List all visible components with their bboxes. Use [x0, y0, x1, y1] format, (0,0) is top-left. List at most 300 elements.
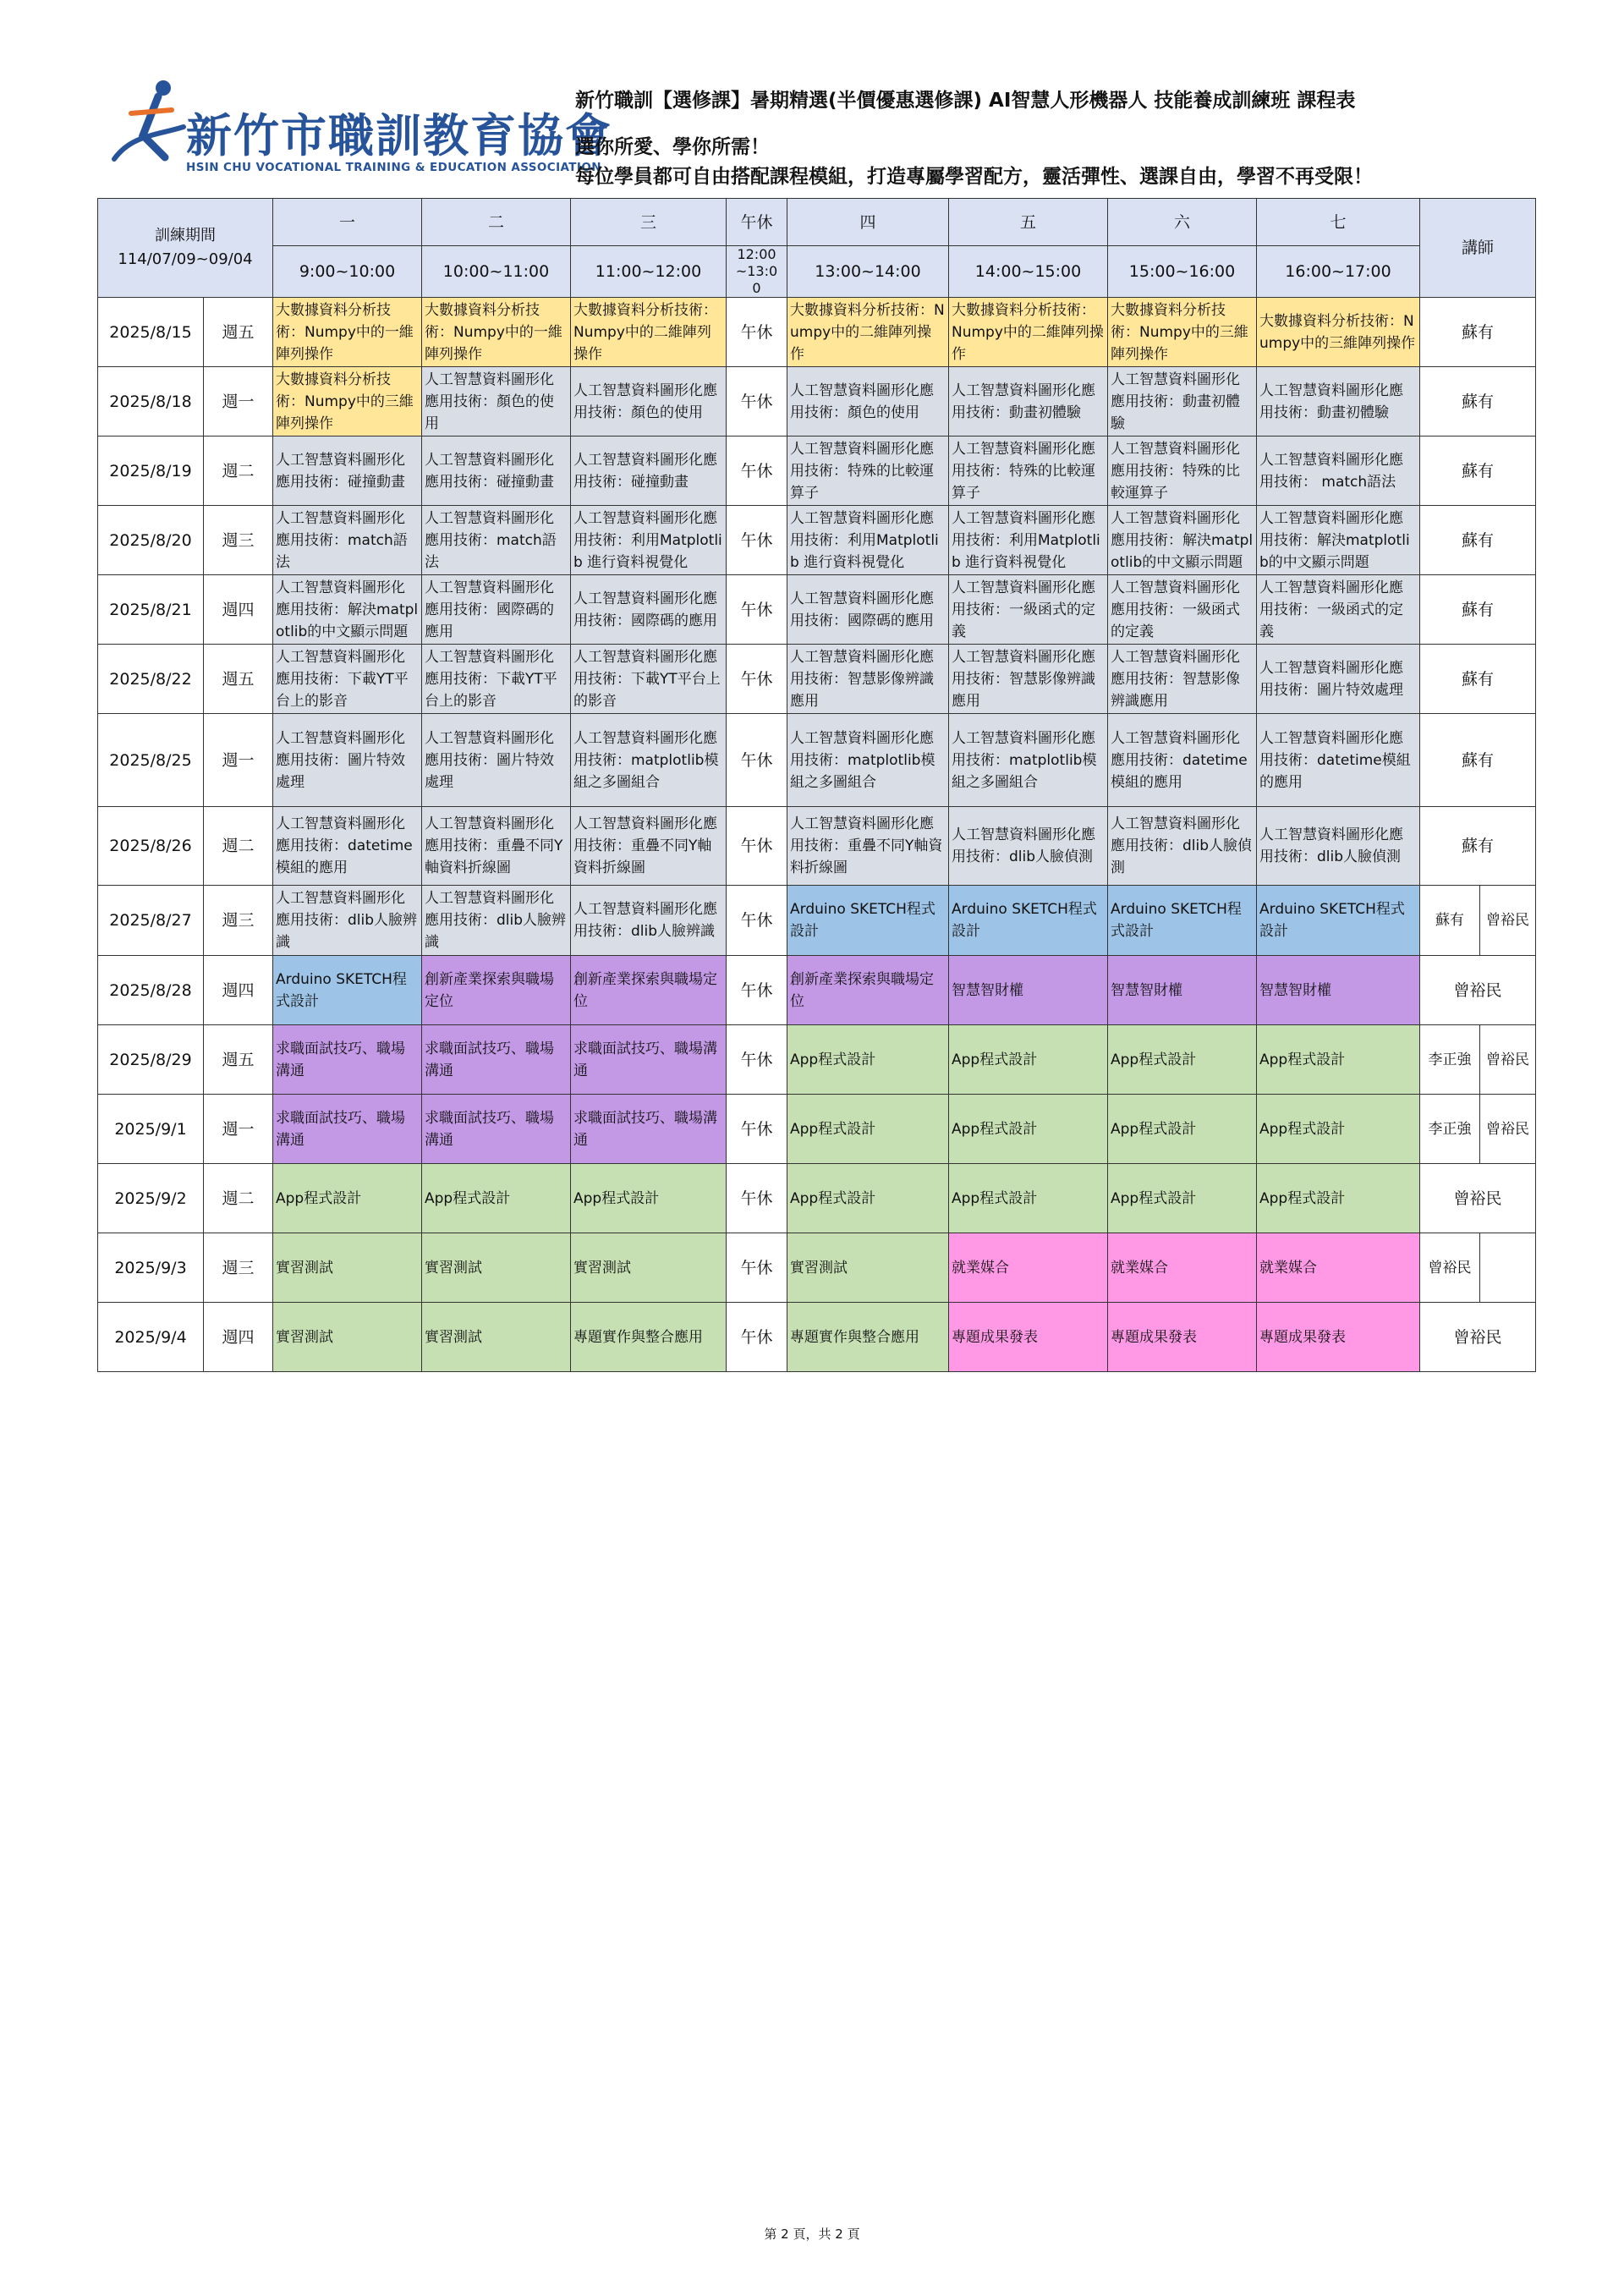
- course-name: 專題實作與整合應用: [573, 1328, 703, 1346]
- course-name: 大數據資料分析技術：Numpy中的二維陣列操作: [573, 301, 717, 363]
- course-cell: [422, 1164, 571, 1233]
- course-name: 人工智慧資料圖形化應用技術：重疊不同Y軸資料折線圖: [425, 815, 563, 876]
- row-weekday: 週一: [204, 714, 273, 807]
- logo: [106, 76, 612, 186]
- teacher-cell: 李正強: [1420, 1025, 1480, 1095]
- page-footer: 第 2 頁，共 2 頁: [764, 2226, 860, 2242]
- row-weekday: 週三: [204, 1233, 273, 1303]
- course-cell: [273, 1025, 422, 1095]
- course-cell: [273, 506, 422, 575]
- course-name: 專題成果發表: [1259, 1328, 1346, 1346]
- course-cell: [787, 1095, 949, 1164]
- course-cell: [787, 1233, 949, 1303]
- schedule-table: [97, 198, 1536, 1372]
- course-name: App程式設計: [952, 1120, 1038, 1138]
- course-name: App程式設計: [1111, 1189, 1197, 1207]
- course-name: 專題成果發表: [1111, 1328, 1197, 1346]
- schedule-body: [98, 298, 1536, 1372]
- row-weekday: 週五: [204, 298, 273, 367]
- course-name: 人工智慧資料圖形化應用技術：利用Matplotlib 進行資料視覺化: [790, 509, 939, 571]
- course-cell: [571, 1233, 727, 1303]
- course-cell: [273, 575, 422, 645]
- course-cell: [422, 367, 571, 436]
- course-cell: [1108, 886, 1257, 956]
- teacher-header: 講師: [1420, 199, 1536, 298]
- course-cell: [1257, 506, 1420, 575]
- course-name: App程式設計: [573, 1189, 660, 1207]
- course-cell: [1108, 298, 1257, 367]
- lunch-break-cell: 午休: [727, 298, 787, 367]
- row-date: 2025/8/27: [98, 886, 204, 956]
- row-date: 2025/9/4: [98, 1303, 204, 1372]
- lunch-break-cell: 午休: [727, 436, 787, 506]
- schedule-row: [98, 506, 1536, 575]
- course-cell: [1257, 886, 1420, 956]
- course-name: 智慧智財權: [952, 981, 1023, 999]
- course-cell: [273, 714, 422, 807]
- course-name: Arduino SKETCH程式設計: [1111, 901, 1242, 940]
- course-cell: [571, 714, 727, 807]
- row-weekday: 週一: [204, 367, 273, 436]
- course-cell: [571, 1164, 727, 1233]
- course-cell: [1257, 298, 1420, 367]
- course-name: App程式設計: [425, 1189, 511, 1207]
- course-name: 實習測試: [425, 1328, 482, 1346]
- course-cell: [1108, 1233, 1257, 1303]
- course-cell: [571, 436, 727, 506]
- course-name: 人工智慧資料圖形化應用技術：特殊的比較運算子: [790, 440, 934, 502]
- lunch-break-cell: 午休: [727, 575, 787, 645]
- row-weekday: 週四: [204, 575, 273, 645]
- course-name: 人工智慧資料圖形化應用技術：圖片特效處理: [425, 729, 554, 791]
- course-name: 人工智慧資料圖形化應用技術：matplotlib模組之多圖組合: [952, 729, 1097, 791]
- lunch-break-cell: 午休: [727, 956, 787, 1025]
- course-name: 求職面試技巧、職場溝通: [276, 1040, 405, 1079]
- course-name: 人工智慧資料圖形化應用技術：datetime模組的應用: [276, 815, 413, 876]
- course-cell: [422, 1095, 571, 1164]
- course-name: 就業媒合: [1259, 1259, 1317, 1277]
- course-cell: [422, 807, 571, 886]
- lunch-break-cell: 午休: [727, 1303, 787, 1372]
- schedule-row: [98, 1233, 1536, 1303]
- course-cell: [273, 1303, 422, 1372]
- lunch-break-cell: 午休: [727, 1164, 787, 1233]
- lunch-break-cell: 午休: [727, 1095, 787, 1164]
- row-weekday: 週二: [204, 436, 273, 506]
- course-cell: [422, 886, 571, 956]
- course-cell: [571, 956, 727, 1025]
- course-cell: [949, 886, 1108, 956]
- course-cell: [1257, 714, 1420, 807]
- course-name: 人工智慧資料圖形化應用技術：解決matplotlib的中文顯示問題: [276, 579, 419, 640]
- course-name: 人工智慧資料圖形化應用技術：智慧影像辨識應用: [790, 648, 934, 710]
- teacher-cell: 蘇有: [1420, 886, 1480, 956]
- course-name: 實習測試: [276, 1259, 333, 1277]
- course-name: 人工智慧資料圖形化應用技術：利用Matplotlib 進行資料視覺化: [952, 509, 1100, 571]
- course-cell: [949, 367, 1108, 436]
- course-name: 人工智慧資料圖形化應用技術：match語法: [276, 509, 408, 571]
- course-cell: [1108, 436, 1257, 506]
- schedule-row: [98, 956, 1536, 1025]
- course-cell: [422, 575, 571, 645]
- course-cell: [1257, 1303, 1420, 1372]
- course-cell: [1108, 1025, 1257, 1095]
- logo-figure-icon: [106, 76, 190, 186]
- schedule-header: [98, 199, 1536, 298]
- course-name: 求職面試技巧、職場溝通: [425, 1040, 554, 1079]
- schedule-row: [98, 1025, 1536, 1095]
- course-name: 就業媒合: [1111, 1259, 1168, 1277]
- course-name: 創新產業探索與職場定位: [425, 970, 554, 1010]
- course-cell: [422, 506, 571, 575]
- course-cell: [273, 645, 422, 714]
- course-name: 大數據資料分析技術：Numpy中的三維陣列操作: [1111, 301, 1248, 363]
- course-name: App程式設計: [1259, 1051, 1346, 1068]
- course-cell: [949, 1164, 1108, 1233]
- period-number-7: 七: [1257, 199, 1420, 246]
- course-cell: [422, 645, 571, 714]
- course-cell: [1108, 956, 1257, 1025]
- teacher-cell: 曾裕民: [1480, 1095, 1536, 1164]
- course-name: 人工智慧資料圖形化應用技術：matplotlib模組之多圖組合: [573, 729, 719, 791]
- course-name: Arduino SKETCH程式設計: [790, 901, 935, 940]
- course-cell: [949, 645, 1108, 714]
- course-cell: [422, 1025, 571, 1095]
- course-cell: [273, 956, 422, 1025]
- course-name: 人工智慧資料圖形化應用技術：dlib人臉辨識: [573, 901, 717, 940]
- course-name: 人工智慧資料圖形化應用技術：利用Matplotlib 進行資料視覺化: [573, 509, 722, 571]
- course-cell: [1108, 807, 1257, 886]
- course-name: 求職面試技巧、職場溝通: [573, 1040, 717, 1079]
- course-name: 就業媒合: [952, 1259, 1009, 1277]
- course-cell: [571, 1025, 727, 1095]
- course-cell: [273, 367, 422, 436]
- schedule-row: [98, 1164, 1536, 1233]
- course-name: 人工智慧資料圖形化應用技術：解決matplotlib的中文顯示問題: [1259, 509, 1410, 571]
- course-name: 人工智慧資料圖形化應用技術：國際碼的應用: [573, 590, 717, 629]
- course-name: App程式設計: [952, 1189, 1038, 1207]
- lunch-break-cell: 午休: [727, 714, 787, 807]
- time-slot-7: 16:00~17:00: [1257, 246, 1420, 298]
- lunch-break-cell: 午休: [727, 1025, 787, 1095]
- course-name: 求職面試技巧、職場溝通: [276, 1109, 405, 1149]
- schedule-row: [98, 714, 1536, 807]
- row-date: 2025/8/25: [98, 714, 204, 807]
- period-number-2: 二: [422, 199, 571, 246]
- row-weekday: 週五: [204, 1025, 273, 1095]
- course-cell: [787, 436, 949, 506]
- course-name: App程式設計: [1259, 1189, 1346, 1207]
- row-weekday: 週三: [204, 886, 273, 956]
- lunch-break-cell: 午休: [727, 645, 787, 714]
- logo-subtext: HSIN CHU VOCATIONAL TRAINING & EDUCATION ASSOCIATION: [186, 161, 601, 174]
- course-name: App程式設計: [790, 1189, 876, 1207]
- course-name: 人工智慧資料圖形化應用技術：顏色的使用: [425, 371, 554, 432]
- course-cell: [1257, 1025, 1420, 1095]
- course-cell: [422, 1233, 571, 1303]
- page-header: [97, 68, 1552, 195]
- time-slot-4: 13:00~14:00: [787, 246, 949, 298]
- course-name: 人工智慧資料圖形化應用技術：一級函式的定義: [1259, 579, 1403, 640]
- course-cell: [1108, 506, 1257, 575]
- row-weekday: 週四: [204, 956, 273, 1025]
- course-cell: [787, 807, 949, 886]
- course-name: App程式設計: [1259, 1120, 1346, 1138]
- period-range: 114/07/09~09/04: [118, 250, 253, 268]
- row-date: 2025/8/21: [98, 575, 204, 645]
- course-name: 實習測試: [276, 1328, 333, 1346]
- course-cell: [1108, 714, 1257, 807]
- course-name: 實習測試: [573, 1259, 631, 1277]
- course-cell: [273, 1233, 422, 1303]
- course-name: 實習測試: [790, 1259, 848, 1277]
- row-date: 2025/8/20: [98, 506, 204, 575]
- course-cell: [422, 298, 571, 367]
- course-cell: [273, 1164, 422, 1233]
- course-name: App程式設計: [790, 1051, 876, 1068]
- course-name: 人工智慧資料圖形化應用技術：一級函式的定義: [952, 579, 1095, 640]
- course-name: 人工智慧資料圖形化應用技術：動畫初體驗: [952, 382, 1095, 421]
- course-name: 人工智慧資料圖形化應用技術：顏色的使用: [573, 382, 717, 421]
- course-name: 人工智慧資料圖形化應用技術：dlib人臉辨識: [276, 890, 418, 951]
- course-cell: [422, 956, 571, 1025]
- course-cell: [1257, 1095, 1420, 1164]
- course-name: 人工智慧資料圖形化應用技術：dlib人臉偵測: [1111, 815, 1253, 876]
- course-cell: [787, 956, 949, 1025]
- course-name: 實習測試: [425, 1259, 482, 1277]
- course-cell: [787, 1164, 949, 1233]
- course-name: 人工智慧資料圖形化應用技術：下載YT平台上的影音: [573, 648, 721, 710]
- row-date: 2025/9/2: [98, 1164, 204, 1233]
- teacher-cell: 曾裕民: [1420, 1303, 1536, 1372]
- row-date: 2025/8/29: [98, 1025, 204, 1095]
- course-cell: [422, 1303, 571, 1372]
- course-name: 智慧智財權: [1111, 981, 1182, 999]
- course-cell: [571, 1095, 727, 1164]
- row-weekday: 週二: [204, 1164, 273, 1233]
- course-name: 專題成果發表: [952, 1328, 1038, 1346]
- course-cell: [571, 298, 727, 367]
- teacher-cell: 蘇有: [1420, 575, 1536, 645]
- schedule-row: [98, 575, 1536, 645]
- course-name: 求職面試技巧、職場溝通: [425, 1109, 554, 1149]
- course-name: App程式設計: [952, 1051, 1038, 1068]
- teacher-cell: 蘇有: [1420, 506, 1536, 575]
- schedule-row: [98, 886, 1536, 956]
- course-cell: [1257, 575, 1420, 645]
- lunch-break-cell: 午休: [727, 367, 787, 436]
- schedule-row: [98, 807, 1536, 886]
- schedule-row: [98, 298, 1536, 367]
- course-name: 創新產業探索與職場定位: [573, 970, 717, 1010]
- course-name: 人工智慧資料圖形化應用技術：解決matplotlib的中文顯示問題: [1111, 509, 1254, 571]
- course-cell: [787, 1025, 949, 1095]
- course-cell: [787, 714, 949, 807]
- schedule-row: [98, 1095, 1536, 1164]
- course-cell: [571, 367, 727, 436]
- course-cell: [787, 367, 949, 436]
- course-cell: [1257, 1164, 1420, 1233]
- course-name: Arduino SKETCH程式設計: [1259, 901, 1405, 940]
- schedule-row: [98, 1303, 1536, 1372]
- course-name: App程式設計: [1111, 1051, 1197, 1068]
- row-weekday: 週四: [204, 1303, 273, 1372]
- teacher-cell: 曾裕民: [1480, 886, 1536, 956]
- course-cell: [787, 645, 949, 714]
- course-cell: [949, 1025, 1108, 1095]
- course-cell: [787, 298, 949, 367]
- course-name: 人工智慧資料圖形化應用技術：碰撞動畫: [573, 451, 717, 491]
- course-name: 人工智慧資料圖形化應用技術：下載YT平台上的影音: [425, 648, 557, 710]
- course-cell: [1257, 367, 1420, 436]
- course-name: 人工智慧資料圖形化應用技術：dlib人臉偵測: [1259, 826, 1403, 865]
- time-slot-6: 15:00~16:00: [1108, 246, 1257, 298]
- course-cell: [273, 298, 422, 367]
- course-name: Arduino SKETCH程式設計: [952, 901, 1097, 940]
- row-date: 2025/9/1: [98, 1095, 204, 1164]
- row-date: 2025/8/22: [98, 645, 204, 714]
- course-name: 人工智慧資料圖形化應用技術：重疊不同Y軸資料折線圖: [790, 815, 943, 876]
- course-cell: [571, 645, 727, 714]
- course-name: App程式設計: [790, 1120, 876, 1138]
- course-name: 人工智慧資料圖形化應用技術：動畫初體驗: [1111, 371, 1240, 432]
- row-date: 2025/9/3: [98, 1233, 204, 1303]
- teacher-cell: 曾裕民: [1420, 1233, 1480, 1303]
- time-slot-3: 11:00~12:00: [571, 246, 727, 298]
- row-weekday: 週五: [204, 645, 273, 714]
- course-name: 人工智慧資料圖形化應用技術：圖片特效處理: [1259, 659, 1403, 699]
- teacher-cell: 蘇有: [1420, 645, 1536, 714]
- course-name: 人工智慧資料圖形化應用技術： match語法: [1259, 451, 1403, 491]
- period-header: [98, 199, 273, 298]
- teacher-cell: 蘇有: [1420, 714, 1536, 807]
- teacher-cell: 曾裕民: [1480, 1025, 1536, 1095]
- course-cell: [571, 506, 727, 575]
- course-cell: [273, 1095, 422, 1164]
- course-name: Arduino SKETCH程式設計: [276, 970, 407, 1010]
- course-cell: [422, 436, 571, 506]
- course-cell: [571, 575, 727, 645]
- lunch-break-cell: 午休: [727, 1233, 787, 1303]
- course-name: 人工智慧資料圖形化應用技術：動畫初體驗: [1259, 382, 1403, 421]
- lunch-break-cell: 午休: [727, 886, 787, 956]
- time-slot-2: 10:00~11:00: [422, 246, 571, 298]
- course-name: 人工智慧資料圖形化應用技術：重疊不同Y軸資料折線圖: [573, 815, 717, 876]
- course-cell: [571, 1303, 727, 1372]
- course-cell: [571, 886, 727, 956]
- course-cell: [787, 506, 949, 575]
- course-cell: [1257, 645, 1420, 714]
- row-weekday: 週三: [204, 506, 273, 575]
- time-slot-1: 9:00~10:00: [273, 246, 422, 298]
- course-name: 大數據資料分析技術：Numpy中的三維陣列操作: [276, 371, 414, 432]
- row-date: 2025/8/19: [98, 436, 204, 506]
- course-cell: [787, 1303, 949, 1372]
- course-name: 創新產業探索與職場定位: [790, 970, 934, 1010]
- course-name: 求職面試技巧、職場溝通: [573, 1109, 717, 1149]
- schedule-row: [98, 645, 1536, 714]
- course-name: 大數據資料分析技術：Numpy中的一維陣列操作: [276, 301, 414, 363]
- period-label: 訓練期間: [155, 227, 216, 244]
- course-name: 人工智慧資料圖形化應用技術：match語法: [425, 509, 557, 571]
- course-cell: [787, 886, 949, 956]
- course-name: 智慧智財權: [1259, 981, 1331, 999]
- teacher-cell: 曾裕民: [1420, 956, 1536, 1025]
- course-name: 人工智慧資料圖形化應用技術：智慧影像辨識應用: [1111, 648, 1240, 710]
- course-name: 人工智慧資料圖形化應用技術：datetime模組的應用: [1259, 729, 1411, 791]
- period-number-6: 六: [1108, 199, 1257, 246]
- course-name: App程式設計: [1111, 1120, 1197, 1138]
- course-cell: [949, 1233, 1108, 1303]
- course-name: 大數據資料分析技術：Numpy中的三維陣列操作: [1259, 312, 1416, 352]
- lunch-time: 12:00 ~13:0 0: [727, 246, 787, 298]
- course-name: 人工智慧資料圖形化應用技術：特殊的比較運算子: [952, 440, 1095, 502]
- course-name: 專題實作與整合應用: [790, 1328, 919, 1346]
- time-slot-5: 14:00~15:00: [949, 246, 1108, 298]
- course-name: 人工智慧資料圖形化應用技術：碰撞動畫: [276, 451, 405, 491]
- period-number-3: 三: [571, 199, 727, 246]
- course-cell: [949, 436, 1108, 506]
- lunch-header: 午休: [727, 199, 787, 246]
- period-number-4: 四: [787, 199, 949, 246]
- course-name: 人工智慧資料圖形化應用技術：碰撞動畫: [425, 451, 554, 491]
- course-name: 人工智慧資料圖形化應用技術：圖片特效處理: [276, 729, 405, 791]
- course-cell: [949, 714, 1108, 807]
- lunch-break-cell: 午休: [727, 506, 787, 575]
- course-cell: [949, 575, 1108, 645]
- course-cell: [1108, 575, 1257, 645]
- course-name: 大數據資料分析技術：Numpy中的二維陣列操作: [952, 301, 1104, 363]
- schedule-row: [98, 436, 1536, 506]
- course-cell: [949, 807, 1108, 886]
- page-title: 新竹職訓【選修課】暑期精選(半價優惠選修課) AI智慧人形機器人 技能養成訓練班 課程表: [575, 90, 1356, 112]
- teacher-cell: [1480, 1233, 1536, 1303]
- course-cell: [1257, 807, 1420, 886]
- row-date: 2025/8/15: [98, 298, 204, 367]
- course-cell: [949, 298, 1108, 367]
- course-cell: [273, 807, 422, 886]
- slogan-line-2: 每位學員都可自由搭配課程模組，打造專屬學習配方，靈活彈性、選課自由，學習不再受限！: [575, 166, 1373, 188]
- teacher-cell: 蘇有: [1420, 298, 1536, 367]
- lunch-break-cell: 午休: [727, 807, 787, 886]
- row-date: 2025/8/26: [98, 807, 204, 886]
- course-cell: [949, 1095, 1108, 1164]
- course-name: 人工智慧資料圖形化應用技術：一級函式的定義: [1111, 579, 1240, 640]
- slogan-line-1: 選你所愛、學你所需！: [575, 136, 770, 158]
- teacher-cell: 蘇有: [1420, 436, 1536, 506]
- course-name: 人工智慧資料圖形化應用技術：特殊的比較運算子: [1111, 440, 1240, 502]
- course-name: 人工智慧資料圖形化應用技術：下載YT平台上的影音: [276, 648, 409, 710]
- course-name: 人工智慧資料圖形化應用技術：dlib人臉偵測: [952, 826, 1095, 865]
- teacher-cell: 李正強: [1420, 1095, 1480, 1164]
- course-cell: [1257, 436, 1420, 506]
- course-name: 人工智慧資料圖形化應用技術：顏色的使用: [790, 382, 934, 421]
- course-cell: [1257, 956, 1420, 1025]
- course-name: App程式設計: [276, 1189, 362, 1207]
- course-cell: [1108, 645, 1257, 714]
- course-cell: [571, 807, 727, 886]
- course-name: 人工智慧資料圖形化應用技術：datetime模組的應用: [1111, 729, 1248, 791]
- course-name: 大數據資料分析技術：Numpy中的一維陣列操作: [425, 301, 562, 363]
- row-weekday: 週二: [204, 807, 273, 886]
- course-cell: [422, 714, 571, 807]
- course-cell: [273, 436, 422, 506]
- period-number-5: 五: [949, 199, 1108, 246]
- schedule-row: [98, 367, 1536, 436]
- course-name: 人工智慧資料圖形化應用技術：dlib人臉辨識: [425, 890, 567, 951]
- course-cell: [1108, 1164, 1257, 1233]
- course-name: 人工智慧資料圖形化應用技術：matplotlib模組之多圖組合: [790, 729, 935, 791]
